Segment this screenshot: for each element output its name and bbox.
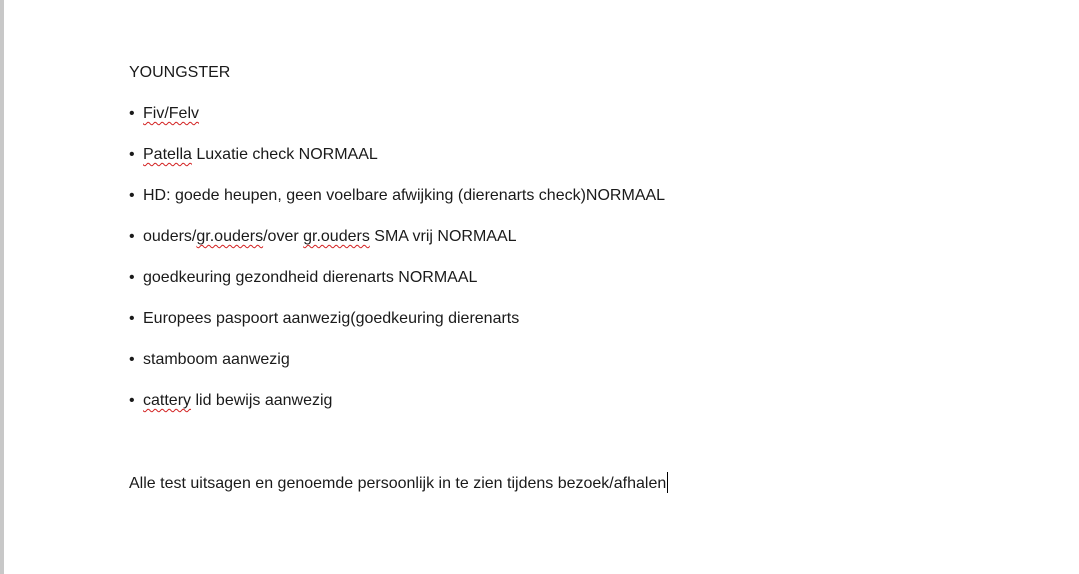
list-item (129, 103, 1029, 125)
list-item (129, 226, 1029, 248)
list-item-text: lid bewijs aanwezig (191, 392, 333, 409)
text-cursor (667, 472, 668, 493)
list-item (129, 308, 1029, 330)
list-item-text: HD: goede heupen, geen voelbare afwijking (dierenarts check)NORMAAL (143, 187, 666, 204)
document-body[interactable] (129, 62, 1029, 513)
spellcheck-flagged-word[interactable]: gr.ouders (303, 228, 370, 245)
list-item-text: ouders/ (143, 228, 197, 245)
list-item-text: Europees paspoort aanwezig(goedkeuring dierenarts (143, 310, 520, 327)
closing-paragraph (129, 472, 1029, 494)
empty-paragraph (129, 431, 1029, 453)
heading-youngster: YOUNGSTER (129, 64, 231, 81)
list-item-text: SMA vrij NORMAAL (369, 228, 517, 245)
bullet-glyph: • (129, 310, 135, 327)
list-item (129, 267, 1029, 289)
list-item (129, 390, 1029, 412)
list-item (129, 144, 1029, 166)
list-item (129, 185, 1029, 207)
list-item-text: Luxatie check NORMAAL (191, 146, 378, 163)
spellcheck-flagged-word[interactable]: Patella (143, 146, 192, 163)
bullet-glyph: • (129, 105, 135, 122)
list-item (129, 349, 1029, 371)
bullet-glyph: • (129, 146, 135, 163)
bullet-glyph: • (129, 187, 135, 204)
list-item-text: /over (263, 228, 304, 245)
bullet-glyph: • (129, 228, 135, 245)
bullet-glyph: • (129, 351, 135, 368)
closing-text: Alle test uitsagen en genoemde persoonlijk in te zien tijdens bezoek/afhalen (129, 475, 667, 492)
spellcheck-flagged-word[interactable]: cattery (143, 392, 192, 409)
bullet-glyph: • (129, 392, 135, 409)
spellcheck-flagged-word[interactable]: gr.ouders (196, 228, 264, 245)
list-item-text: goedkeuring gezondheid dierenarts NORMAAL (143, 269, 478, 286)
list-item-text: stamboom aanwezig (143, 351, 290, 368)
document-page[interactable] (4, 0, 1079, 574)
bullet-list (129, 103, 1029, 412)
bullet-glyph: • (129, 269, 135, 286)
spellcheck-flagged-word[interactable]: Fiv/Felv (143, 105, 199, 122)
